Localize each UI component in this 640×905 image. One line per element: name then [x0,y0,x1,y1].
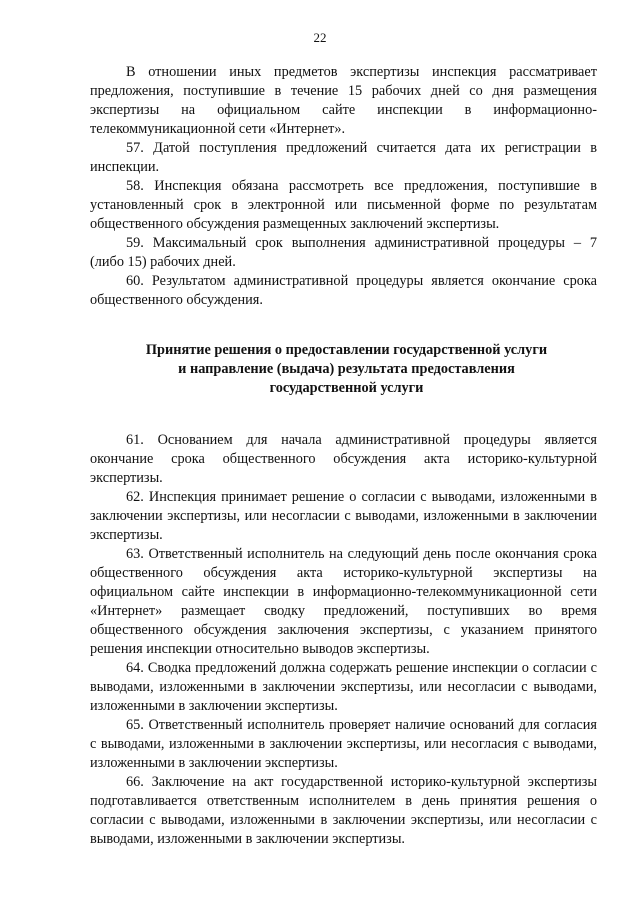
section-heading [90,341,597,398]
section-heading-line-2: и направление (выдача) результата предоставления [178,361,515,377]
paragraph-62: 62. Инспекция принимает решение о согласии с выводами, изложенными в заключении экспертизы, или несогласии с выводами, изложенными в заключении экспертизы. [90,489,597,543]
page-number: 22 [313,30,327,45]
paragraph-65: 65. Ответственный исполнитель проверяет наличие оснований для согласия с выводами, изложенными в заключении экспертизы, или несогласия с выводами, изложенными в заключении экспертизы. [90,717,597,771]
paragraph-63: 63. Ответственный исполнитель на следующий день после окончания срока общественного обсуждения акта историко-культурной экспертизы на официальном сайте инспекции в информационно-телекоммуникационной сети «Интернет» размещает сводку предложений, поступивших во время общественного обсуждения заключения экспертизы, с указанием принятого решения инспекции относительно выводов экспертизы. [90,546,597,657]
paragraph-64: 64. Сводка предложений должна содержать решение инспекции о согласии с выводами, изложенными в заключении экспертизы, или несогласии с выводами, изложенными в заключении экспертизы. [90,660,597,714]
paragraph-59: 59. Максимальный срок выполнения административной процедуры – 7 (либо 15) рабочих дней. [90,235,597,270]
paragraph-60: 60. Результатом административной процедуры является окончание срока общественного обсуждения. [90,273,597,308]
paragraph-inspection-review: В отношении иных предметов экспертизы инспекция рассматривает предложения, поступившие в течение 15 рабочих дней со дня размещения экспертизы на официальном сайте инспекции в информационно-телекоммуникационной сети «Интернет». [90,64,597,137]
paragraph-57: 57. Датой поступления предложений считается дата их регистрации в инспекции. [90,140,597,175]
paragraph-61: 61. Основанием для начала административной процедуры является окончание срока общественного обсуждения акта историко-культурной экспертизы. [90,432,597,486]
section-heading-line-1: Принятие решения о предоставлении государственной услуги [145,342,548,358]
document-body [90,63,597,849]
paragraph-58: 58. Инспекция обязана рассмотреть все предложения, поступившие в установленный срок в электронной или письменной форме по результатам общественного обсуждения размещенных заключений экспертизы. [90,178,597,232]
section-heading-line-3: государственной услуги [269,380,424,396]
paragraph-66: 66. Заключение на акт государственной историко-культурной экспертизы подготавливается ответственным исполнителем в день принятия решения о согласии с выводами, изложенными в заключении экспертизы, или несогласии с выводами, изложенными в заключении экспертизы. [90,774,597,847]
